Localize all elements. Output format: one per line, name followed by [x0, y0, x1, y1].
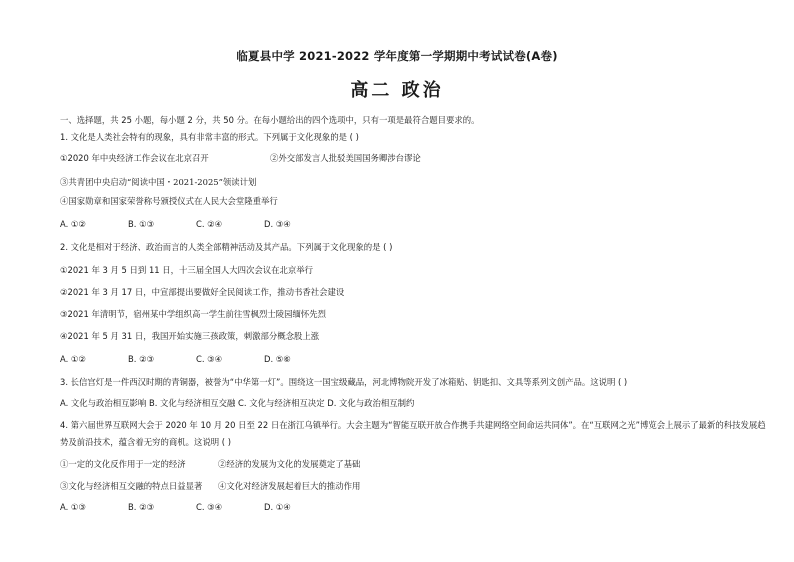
question-1-stem: 1. 文化是人类社会特有的现象，具有非常丰富的形式。下列属于文化现象的是 ( ): [60, 132, 359, 142]
question-4-item-1: ①一定的文化反作用于一定的经济: [60, 459, 186, 469]
question-2-option-d: D. ⑤⑥: [264, 354, 291, 364]
question-2-item-3: ③2021 年清明节，宿州某中学组织高一学生前往雪枫烈士陵园缅怀先烈: [60, 309, 326, 319]
question-4-item-4: ④文化对经济发展起着巨大的推动作用: [218, 481, 361, 491]
exam-title: 临夏县中学 2021-2022 学年度第一学期期中考试试卷(A卷): [236, 49, 558, 63]
question-4-item-2: ②经济的发展为文化的发展奠定了基础: [218, 459, 361, 469]
question-1-item-1: ①2020 年中央经济工作会议在北京召开: [60, 153, 209, 163]
question-1-item-4: ④国家勋章和国家荣誉称号颁授仪式在人民大会堂隆重举行: [60, 196, 278, 206]
question-4-stem-line-1: 4. 第六届世界互联网大会于 2020 年 10 月 20 日至 22 日在浙江乌镇举行。大会主题为“智能互联开放合作携手共建网络空间命运共同体”。在“互联网之光”博览会上展示了最新的科技发展趋: [60, 420, 766, 430]
question-2-option-b: B. ②③: [128, 354, 155, 364]
question-4-stem-line-2: 势及前沿技术，蕴含着无穷的商机。这说明 ( ): [60, 437, 231, 447]
question-2-item-1: ①2021 年 3 月 5 日到 11 日，十三届全国人大四次会议在北京举行: [60, 265, 314, 275]
question-2-option-c: C. ③④: [196, 354, 223, 364]
question-4-option-b: B. ②③: [128, 502, 155, 512]
question-1-option-a: A. ①②: [60, 219, 86, 229]
subject-title: 高二 政治: [350, 80, 444, 101]
question-4-option-a: A. ①③: [60, 502, 86, 512]
question-1-option-b: B. ①③: [128, 219, 155, 229]
question-1-option-c: C. ②④: [196, 219, 223, 229]
question-4-option-c: C. ③④: [196, 502, 223, 512]
question-1-item-3: ③共青团中央启动“阅读中国・2021-2025”领读计划: [60, 177, 257, 187]
question-4-option-d: D. ①④: [264, 502, 291, 512]
question-4-item-3: ③文化与经济相互交融的特点日益显著: [60, 481, 203, 491]
question-2-stem: 2. 文化是相对于经济、政治而言的人类全部精神活动及其产品。下列属于文化现象的是 ( ): [60, 242, 393, 252]
question-1-option-d: D. ③④: [264, 219, 291, 229]
section-instructions: 一、选择题，共 25 小题，每小题 2 分，共 50 分。在每小题给出的四个选项中，只有一项是最符合题目要求的。: [60, 115, 480, 125]
question-1-item-2: ②外交部发言人批驳美国国务卿涉台谬论: [270, 153, 421, 163]
question-2-item-2: ②2021 年 3 月 17 日，中宣部提出要做好全民阅读工作，推动书香社会建设: [60, 287, 345, 297]
question-2-item-4: ④2021 年 5 月 31 日，我国开始实施三孩政策，刺激部分概念股上涨: [60, 331, 320, 341]
question-3-stem: 3. 长信宫灯是一件西汉时期的青铜器，被誉为“中华第一灯”。围绕这一国宝级藏品，河北博物院开发了冰箱贴、钥匙扣、文具等系列文创产品。这说明 ( ): [60, 377, 628, 387]
question-3-options: A. 文化与政治相互影响 B. 文化与经济相互交融 C. 文化与经济相互决定 D. 文化与政治相互制约: [60, 398, 415, 408]
question-2-option-a: A. ①②: [60, 354, 86, 364]
